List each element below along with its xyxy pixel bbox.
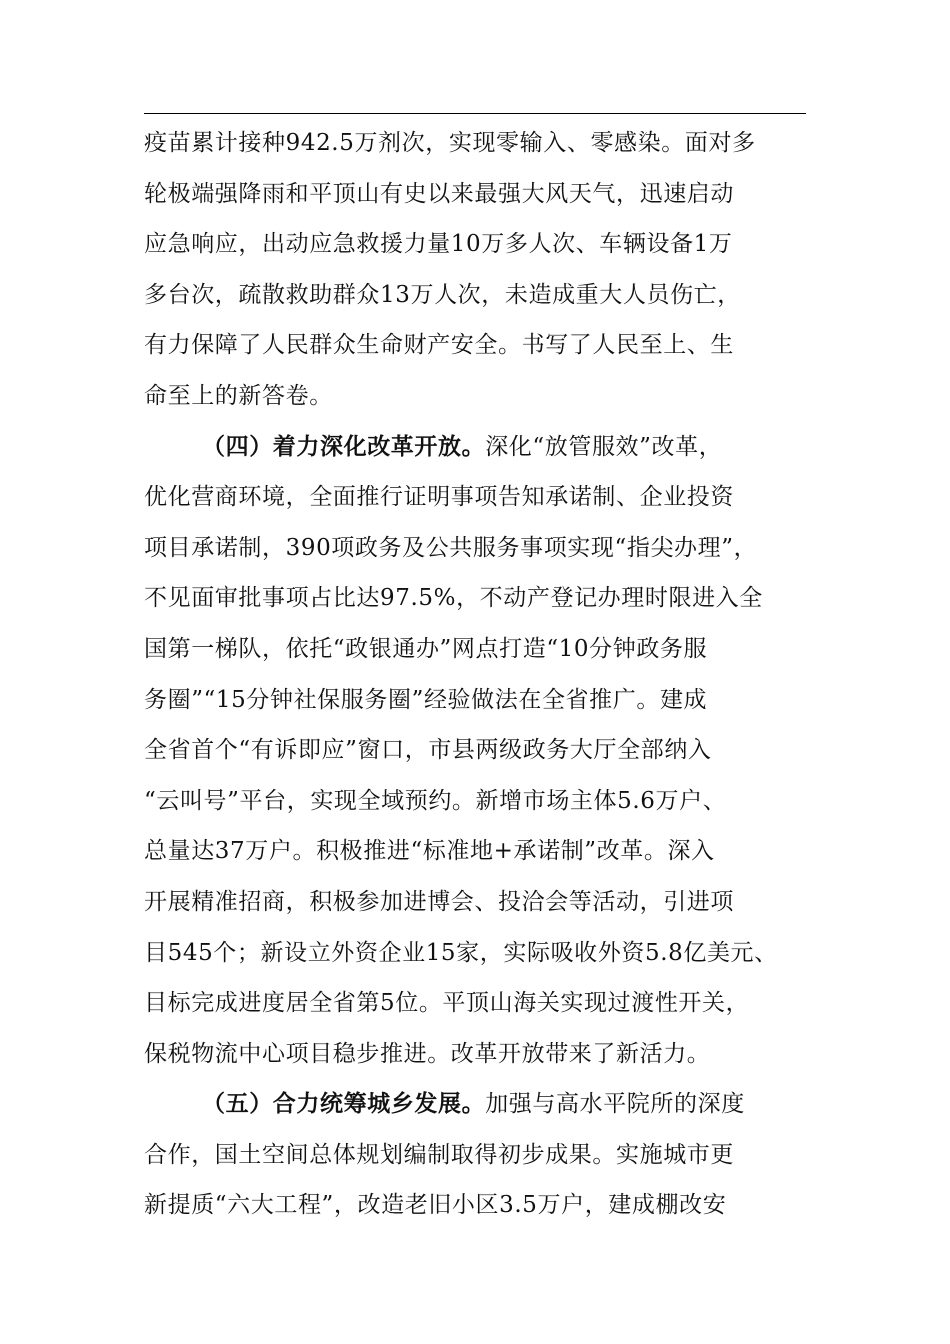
section-5-heading: （五）合力统筹城乡发展。 bbox=[202, 1090, 486, 1118]
text-line: 应急响应，出动应急救援力量10万多人次、车辆设备1万 bbox=[144, 231, 733, 258]
text-line: 目标完成进度居全省第5位。平顶山海关实现过渡性开关， bbox=[144, 990, 750, 1017]
text-line: 疫苗累计接种942.5万剂次，实现零输入、零感染。面对多 bbox=[144, 130, 756, 156]
text-line: “云叫号”平台，实现全域预约。新增市场主体5.6万户、 bbox=[144, 787, 727, 814]
section-4-first-line bbox=[144, 422, 824, 473]
section-5-first-line bbox=[144, 1079, 824, 1130]
text-line: 新提质“六大工程”，改造老旧小区3.5万户，建成棚改安 bbox=[144, 1192, 727, 1219]
header-rule bbox=[144, 113, 806, 114]
text-line: 开展精准招商，积极参加进博会、投洽会等活动，引进项 bbox=[144, 888, 734, 915]
text-line: 不见面审批事项占比达97.5%，不动产登记办理时限进入全 bbox=[144, 585, 763, 612]
section-4-heading: （四）着力深化改革开放。 bbox=[202, 432, 486, 460]
text-line: 目545个；新设立外资企业15家，实际吸收外资5.8亿美元、 bbox=[144, 939, 778, 966]
body-text bbox=[144, 118, 824, 1231]
text-line: 项目承诺制，390项政务及公共服务事项实现“指尖办理”， bbox=[144, 534, 758, 561]
section-4-first-line-text: 深化“放管服效”改革， bbox=[485, 433, 723, 460]
text-line: 轮极端强降雨和平顶山有史以来最强大风天气，迅速启动 bbox=[144, 180, 734, 207]
text-line: 国第一梯队，依托“政银通办”网点打造“10分钟政务服 bbox=[144, 635, 708, 662]
text-line: 有力保障了人民群众生命财产安全。书写了人民至上、生 bbox=[144, 332, 734, 359]
text-line: 多台次，疏散救助群众13万人次，未造成重大人员伤亡， bbox=[144, 281, 741, 308]
text-line: 总量达37万户。积极推进“标准地+承诺制”改革。深入 bbox=[144, 838, 715, 865]
text-line: 全省首个“有诉即应”窗口，市县两级政务大厅全部纳入 bbox=[144, 737, 712, 764]
text-line: 务圈”“15分钟社保服务圈”经验做法在全省推广。建成 bbox=[144, 686, 708, 713]
text-line: 优化营商环境，全面推行证明事项告知承诺制、企业投资 bbox=[144, 484, 734, 511]
text-line: 保税物流中心项目稳步推进。改革开放带来了新活力。 bbox=[144, 1040, 711, 1067]
text-line: 合作，国土空间总体规划编制取得初步成果。实施城市更 bbox=[144, 1141, 734, 1168]
text-line: 命至上的新答卷。 bbox=[144, 382, 333, 409]
section-5-first-line-text: 加强与高水平院所的深度 bbox=[485, 1091, 745, 1118]
